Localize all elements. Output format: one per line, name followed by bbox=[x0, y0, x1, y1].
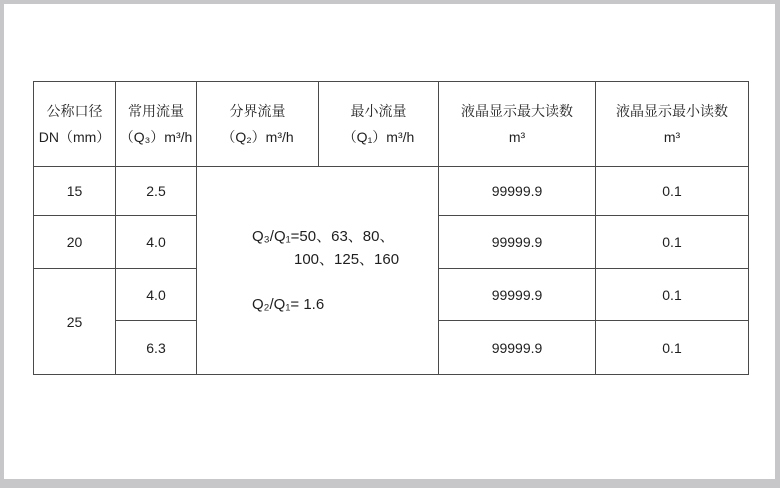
ratio-note-line1: Q₃/Q₁=50、63、80、 bbox=[252, 228, 395, 245]
header-q1-line2: （Q₁）m³/h bbox=[342, 129, 415, 145]
cell-min-reading: 0.1 bbox=[596, 269, 749, 321]
cell-max-reading: 99999.9 bbox=[439, 167, 596, 216]
header-dn-line2: DN（mm） bbox=[38, 129, 111, 145]
header-cell-max-reading bbox=[439, 82, 596, 167]
header-max-line2: m³ bbox=[508, 129, 526, 145]
cell-max-reading: 99999.9 bbox=[439, 321, 596, 375]
ratio-note-line2: 100、125、160 bbox=[294, 251, 400, 268]
table-header-row bbox=[34, 82, 749, 167]
header-max-line1: 液晶显示最大读数 bbox=[461, 103, 573, 119]
cell-dn: 20 bbox=[34, 216, 116, 269]
header-q3-line2: （Q₃）m³/h bbox=[119, 129, 193, 145]
header-cell-q3 bbox=[116, 82, 197, 167]
cell-q3: 2.5 bbox=[116, 167, 197, 216]
table-row bbox=[34, 167, 749, 216]
cell-max-reading: 99999.9 bbox=[439, 216, 596, 269]
cell-min-reading: 0.1 bbox=[596, 167, 749, 216]
header-cell-q2 bbox=[197, 82, 319, 167]
ratio-note-line3: Q₂/Q₁= 1.6 bbox=[252, 296, 325, 313]
header-dn-line1: 公称口径 bbox=[46, 103, 103, 119]
header-min-line2: m³ bbox=[663, 129, 681, 145]
header-q3-line1: 常用流量 bbox=[128, 103, 184, 119]
header-cell-min-reading bbox=[596, 82, 749, 167]
header-cell-q1 bbox=[319, 82, 439, 167]
water-meter-spec-table bbox=[33, 81, 749, 375]
header-q1-line1: 最小流量 bbox=[350, 103, 407, 119]
cell-min-reading: 0.1 bbox=[596, 216, 749, 269]
cell-dn: 25 bbox=[34, 269, 116, 375]
header-q2-line1: 分界流量 bbox=[229, 103, 286, 119]
header-min-line1: 液晶显示最小读数 bbox=[616, 103, 728, 119]
cell-ratio-note bbox=[197, 167, 439, 375]
cell-q3: 6.3 bbox=[116, 321, 197, 375]
header-cell-dn bbox=[34, 82, 116, 167]
cell-dn: 15 bbox=[34, 167, 116, 216]
ratio-note-gap bbox=[252, 271, 438, 293]
ratio-note-block bbox=[197, 225, 438, 316]
header-q2-line2: （Q₂）m³/h bbox=[221, 129, 294, 145]
cell-min-reading: 0.1 bbox=[596, 321, 749, 375]
cell-max-reading: 99999.9 bbox=[439, 269, 596, 321]
cell-q3: 4.0 bbox=[116, 216, 197, 269]
cell-q3: 4.0 bbox=[116, 269, 197, 321]
